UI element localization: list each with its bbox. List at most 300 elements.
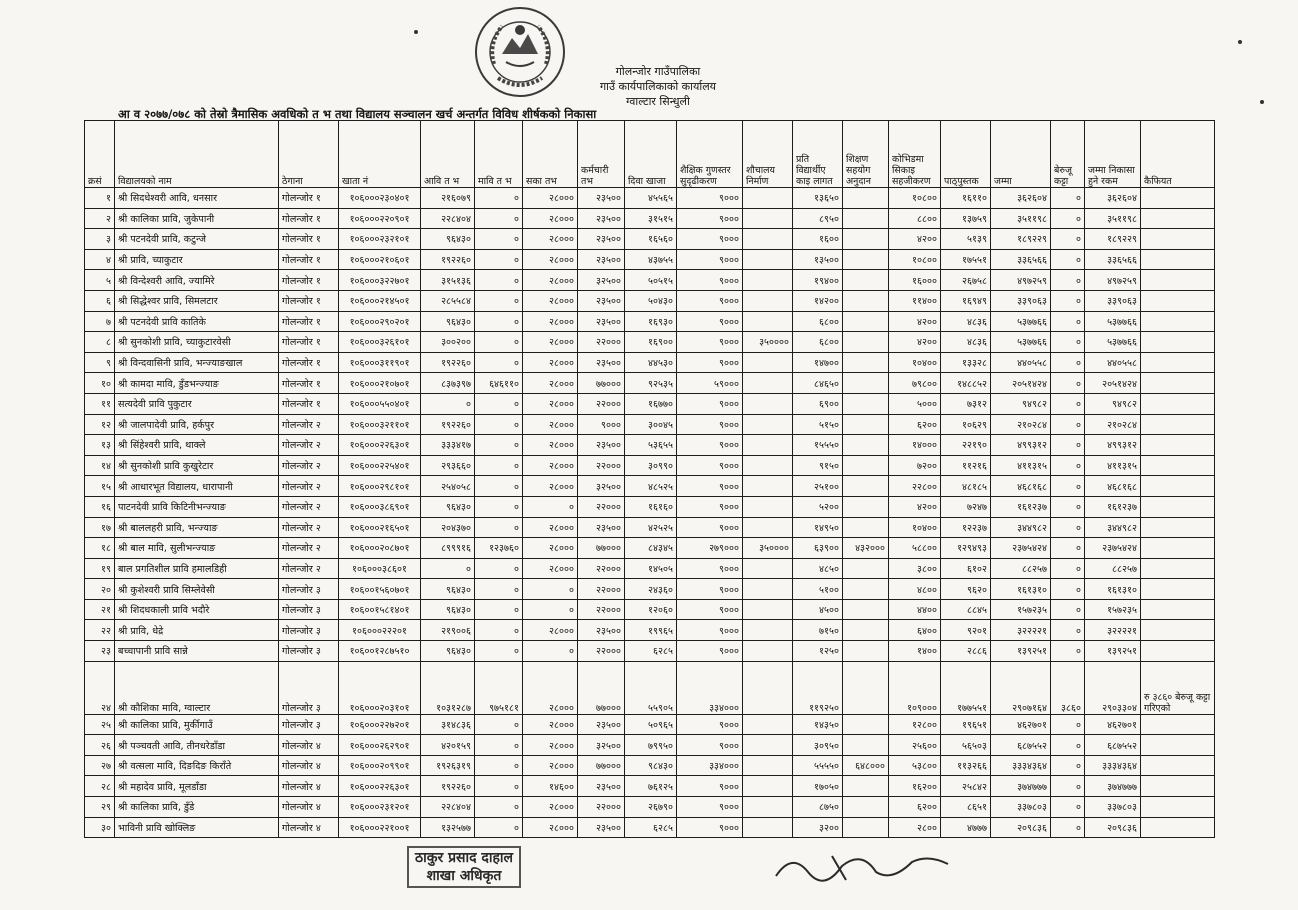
- table-cell: २८०००: [523, 290, 578, 311]
- table-cell: २८००: [889, 817, 941, 838]
- table-cell: [1141, 735, 1215, 756]
- table-cell: ४३२०००: [843, 538, 889, 559]
- table-cell: गोलन्जोर २: [279, 476, 339, 497]
- officer-name: ठाकुर प्रसाद दाहाल: [414, 850, 514, 866]
- column-header: विद्यालयको नाम: [115, 121, 279, 188]
- table-cell: ०: [1051, 352, 1085, 373]
- table-cell: गोलन्जोर १: [279, 352, 339, 373]
- table-cell: ४२००: [889, 332, 941, 353]
- table-cell: ६१०२: [941, 558, 991, 579]
- table-cell: २३७५४२४: [1085, 538, 1141, 559]
- table-cell: ९०००: [677, 208, 743, 229]
- table-cell: १७५५१: [941, 249, 991, 270]
- table-cell: ०: [421, 558, 475, 579]
- table-cell: ३१५१५: [625, 208, 677, 229]
- table-cell: ४२००: [889, 229, 941, 250]
- scan-speck: [1260, 100, 1264, 104]
- table-cell: श्री प्रावि, च्याकुटार: [115, 249, 279, 270]
- table-cell: श्री विन्दवासिनी प्रावि, भन्ज्याङखाल: [115, 352, 279, 373]
- table-cell: २८०००: [523, 188, 578, 209]
- table-cell: [843, 393, 889, 414]
- table-cell: १२८००: [889, 714, 941, 735]
- table-cell: १२२३७: [941, 517, 991, 538]
- table-cell: [743, 496, 793, 517]
- table-cell: ३२२२२१: [991, 620, 1051, 641]
- table-cell: ६४६११०: [475, 373, 523, 394]
- table-cell: १०६००१५६०७०१: [339, 579, 421, 600]
- table-cell: ४९९३१२: [1085, 435, 1141, 456]
- table-cell: ३२२२२१: [1085, 620, 1141, 641]
- table-cell: १६१३१०: [1085, 579, 1141, 600]
- table-cell: १६१२३७: [991, 496, 1051, 517]
- table-cell: २२०००: [578, 797, 625, 818]
- office-seal: [472, 4, 568, 100]
- table-cell: ०: [475, 352, 523, 373]
- table-cell: ९०००: [677, 620, 743, 641]
- table-cell: गोलन्जोर ३: [279, 714, 339, 735]
- table-cell: गोलन्जोर १: [279, 332, 339, 353]
- table-cell: [843, 620, 889, 641]
- table-cell: [1141, 496, 1215, 517]
- table-cell: २५८४२: [941, 776, 991, 797]
- table-cell: श्री सुनकोशी प्रावि, च्याकुटारवेसी: [115, 332, 279, 353]
- table-cell: १०६२९: [941, 414, 991, 435]
- table-cell: ५३८००: [889, 755, 941, 776]
- table-cell: [743, 208, 793, 229]
- column-header: जम्मा: [991, 121, 1051, 188]
- table-cell: १६१६०: [625, 496, 677, 517]
- table-cell: १५७२३५: [991, 599, 1051, 620]
- table-cell: ३६२६०४: [1085, 188, 1141, 209]
- table-cell: ०: [1051, 496, 1085, 517]
- table-row: [85, 414, 1215, 435]
- table-cell: ०: [1051, 579, 1085, 600]
- table-cell: २३५००: [578, 188, 625, 209]
- table-cell: [843, 661, 889, 714]
- table-cell: ३३४०००: [677, 755, 743, 776]
- table-cell: ३३३४३६४: [991, 755, 1051, 776]
- table-cell: [843, 229, 889, 250]
- table-cell: ९०००: [677, 476, 743, 497]
- table-cell: १९२२६०: [421, 414, 475, 435]
- table-cell: ९६४३०: [421, 599, 475, 620]
- table-cell: २८०००: [523, 714, 578, 735]
- table-cell: १५७२३५: [1085, 599, 1141, 620]
- table-cell: ३०: [85, 817, 115, 838]
- table-cell: ९०००: [578, 414, 625, 435]
- table-row: [85, 579, 1215, 600]
- table-cell: [843, 641, 889, 662]
- table-cell: ०: [1051, 599, 1085, 620]
- table-cell: २८०००: [523, 517, 578, 538]
- table-header-row: [85, 121, 1215, 188]
- table-cell: [743, 817, 793, 838]
- table-cell: श्री बाललहरी प्रावि, भन्ज्याङ: [115, 517, 279, 538]
- table-cell: ०: [1051, 620, 1085, 641]
- table-cell: २८५५८४: [421, 290, 475, 311]
- table-cell: गोलन्जोर १: [279, 229, 339, 250]
- table-cell: ९४९८२: [1085, 393, 1141, 414]
- table-cell: २८०००: [523, 270, 578, 291]
- table-cell: १७७५५१: [941, 661, 991, 714]
- table-row: [85, 229, 1215, 250]
- table-cell: ३०९९०: [625, 455, 677, 476]
- table-cell: ८७५०: [793, 797, 843, 818]
- table-cell: ६४००: [889, 620, 941, 641]
- table-cell: २३७५४२४: [991, 538, 1051, 559]
- table-cell: ९६४३०: [421, 579, 475, 600]
- table-cell: ६८००: [793, 332, 843, 353]
- table-cell: २८०००: [523, 373, 578, 394]
- table-cell: १०६०००२२६३०१: [339, 776, 421, 797]
- table-cell: १८: [85, 538, 115, 559]
- table-cell: २८०००: [523, 393, 578, 414]
- table-cell: श्री कुशेश्वरी प्रावि सिम्लेवेसी: [115, 579, 279, 600]
- table-cell: २६७९०: [625, 797, 677, 818]
- table-cell: गोलन्जोर ४: [279, 797, 339, 818]
- table-cell: २२०००: [578, 332, 625, 353]
- table-cell: ०: [475, 817, 523, 838]
- table-cell: गोलन्जोर १: [279, 373, 339, 394]
- table-cell: १६००: [793, 229, 843, 250]
- table-cell: १०६०००२१०६०१: [339, 249, 421, 270]
- table-cell: गोलन्जोर १: [279, 393, 339, 414]
- table-row: [85, 496, 1215, 517]
- table-cell: १३२५७७: [421, 817, 475, 838]
- table-cell: ४९७२५९: [991, 270, 1051, 291]
- table-cell: ५३७७६६: [1085, 311, 1141, 332]
- table-cell: [743, 229, 793, 250]
- table-cell: २८: [85, 776, 115, 797]
- table-cell: २८०००: [523, 476, 578, 497]
- table-cell: ०: [475, 414, 523, 435]
- table-cell: १०६०००२१६५०१: [339, 517, 421, 538]
- table-cell: गोलन्जोर २: [279, 517, 339, 538]
- table-cell: [1141, 208, 1215, 229]
- table-cell: गोलन्जोर २: [279, 455, 339, 476]
- table-cell: ४८००: [889, 579, 941, 600]
- table-cell: ८८२५७: [991, 558, 1051, 579]
- table-cell: ३३३४३६४: [1085, 755, 1141, 776]
- table-cell: १०६००१२८७५१०: [339, 641, 421, 662]
- table-cell: १०३१२८७: [421, 661, 475, 714]
- table-cell: [843, 776, 889, 797]
- table-cell: २१९००६: [421, 620, 475, 641]
- table-cell: ४५००: [793, 599, 843, 620]
- table-row: [85, 817, 1215, 838]
- table-cell: ९७५१८१: [475, 661, 523, 714]
- table-cell: २३५००: [578, 714, 625, 735]
- column-header: दिवा खाजा: [625, 121, 677, 188]
- table-cell: गोलन्जोर १: [279, 270, 339, 291]
- table-cell: ६८००: [793, 311, 843, 332]
- table-cell: [843, 311, 889, 332]
- table-cell: १३९२५१: [991, 641, 1051, 662]
- table-cell: ४६२७०१: [991, 714, 1051, 735]
- table-cell: ९०००: [677, 776, 743, 797]
- column-header: शिक्षण सहयोग अनुदान: [843, 121, 889, 188]
- table-cell: ५०९६५: [625, 714, 677, 735]
- table-cell: ६२८५: [625, 817, 677, 838]
- table-cell: २८०००: [523, 538, 578, 559]
- table-cell: २९०७१६४: [991, 661, 1051, 714]
- column-header: कर्मचारी तभ: [578, 121, 625, 188]
- table-cell: २१०२८४: [991, 414, 1051, 435]
- table-row: [85, 208, 1215, 229]
- table-cell: २८०००: [523, 735, 578, 756]
- table-cell: गोलन्जोर १: [279, 208, 339, 229]
- table-cell: ५३७७६६: [991, 332, 1051, 353]
- table-cell: ९०००: [677, 496, 743, 517]
- table-cell: ३८००: [889, 558, 941, 579]
- table-cell: ४: [85, 249, 115, 270]
- column-header: कोभिडमा सिकाइ सहजीकरण: [889, 121, 941, 188]
- table-cell: २८०००: [523, 249, 578, 270]
- table-cell: २८०००: [523, 332, 578, 353]
- table-cell: [843, 373, 889, 394]
- column-header: प्रति विद्यार्थीए काइ लागत: [793, 121, 843, 188]
- table-cell: ४३७५५: [625, 249, 677, 270]
- table-cell: ७६१२५: [625, 776, 677, 797]
- table-cell: श्री सुनकोशी प्रावि कुखुरेटार: [115, 455, 279, 476]
- table-cell: ९: [85, 352, 115, 373]
- table-cell: २६: [85, 735, 115, 756]
- table-cell: १०६०००२०९९०१: [339, 755, 421, 776]
- table-cell: [843, 270, 889, 291]
- table-cell: २३५००: [578, 620, 625, 641]
- scan-speck: [1238, 40, 1242, 44]
- table-cell: २८०००: [523, 455, 578, 476]
- table-cell: १९२२६०: [421, 352, 475, 373]
- table-cell: [1141, 558, 1215, 579]
- table-cell: २८०००: [523, 229, 578, 250]
- table-cell: गोलन्जोर ४: [279, 755, 339, 776]
- table-cell: ३५११९८: [1085, 208, 1141, 229]
- column-header: सका तभ: [523, 121, 578, 188]
- table-cell: ९६२०: [941, 579, 991, 600]
- table-cell: [1141, 373, 1215, 394]
- table-cell: १८९२२९: [1085, 229, 1141, 250]
- table-cell: १६५६०: [625, 229, 677, 250]
- table-cell: ९२५३५: [625, 373, 677, 394]
- table-cell: ४४०५५८: [1085, 352, 1141, 373]
- table-cell: ०: [475, 435, 523, 456]
- table-cell: १५५५०: [793, 435, 843, 456]
- signature-block-left: [384, 846, 544, 888]
- table-cell: १९६५१: [941, 714, 991, 735]
- table-cell: ४११३१५: [1085, 455, 1141, 476]
- table-cell: ५८८००: [889, 538, 941, 559]
- table-cell: २१: [85, 599, 115, 620]
- table-cell: ३२००: [793, 817, 843, 838]
- table-cell: [843, 579, 889, 600]
- table-cell: [743, 714, 793, 735]
- table-cell: ०: [475, 393, 523, 414]
- table-cell: २२८४०४: [421, 208, 475, 229]
- table-cell: १६१३१०: [991, 579, 1051, 600]
- table-cell: २५१००: [793, 476, 843, 497]
- table-cell: ९६४३०: [421, 229, 475, 250]
- table-cell: २३५००: [578, 208, 625, 229]
- table-cell: [743, 352, 793, 373]
- table-cell: ४४०५५८: [991, 352, 1051, 373]
- table-cell: गोलन्जोर ४: [279, 776, 339, 797]
- table-cell: ३०९५०: [793, 735, 843, 756]
- table-cell: १०८००: [889, 249, 941, 270]
- table-cell: ०: [1051, 797, 1085, 818]
- table-cell: [843, 517, 889, 538]
- table-cell: श्री महादेव प्रावि, मूलडाँडा: [115, 776, 279, 797]
- table-cell: [843, 435, 889, 456]
- table-cell: ०: [1051, 435, 1085, 456]
- table-cell: [1141, 538, 1215, 559]
- table-cell: ०: [475, 332, 523, 353]
- table-cell: ३७४७७७: [991, 776, 1051, 797]
- table-cell: २५: [85, 714, 115, 735]
- table-cell: श्री शिदधकाली प्रावि भदौरे: [115, 599, 279, 620]
- table-cell: २२०००: [578, 496, 625, 517]
- table-cell: ३३७८०३: [991, 797, 1051, 818]
- table-cell: २१०२८४: [1085, 414, 1141, 435]
- table-cell: ०: [475, 496, 523, 517]
- table-row: [85, 249, 1215, 270]
- table-cell: १४५०५: [625, 558, 677, 579]
- table-cell: ०: [1051, 714, 1085, 735]
- table-row: [85, 776, 1215, 797]
- table-cell: [743, 776, 793, 797]
- column-header: पाठ्पुस्तक: [941, 121, 991, 188]
- table-cell: ७७०००: [578, 538, 625, 559]
- table-cell: १०६०००३२११०१: [339, 414, 421, 435]
- table-cell: गोलन्जोर १: [279, 311, 339, 332]
- table-cell: [1141, 435, 1215, 456]
- table-cell: १२३७६०: [475, 538, 523, 559]
- table-cell: १४३५०: [793, 714, 843, 735]
- table-cell: ८: [85, 332, 115, 353]
- table-cell: श्री पञ्चवती आवि, तीनधरेडाँडा: [115, 735, 279, 756]
- table-cell: [843, 599, 889, 620]
- column-header: ठेगाना: [279, 121, 339, 188]
- table-cell: ०: [475, 714, 523, 735]
- table-cell: ३३९०६३: [991, 290, 1051, 311]
- table-cell: [843, 455, 889, 476]
- table-cell: बच्चापानी प्रावि सान्ने: [115, 641, 279, 662]
- table-cell: गोलन्जोर १: [279, 249, 339, 270]
- table-cell: ०: [475, 755, 523, 776]
- table-cell: ३३४०००: [677, 661, 743, 714]
- table-cell: २३५००: [578, 517, 625, 538]
- table-cell: २६७५८: [941, 270, 991, 291]
- table-cell: २: [85, 208, 115, 229]
- table-cell: २५४०५८: [421, 476, 475, 497]
- table-cell: [843, 496, 889, 517]
- table-cell: १३६५०: [793, 188, 843, 209]
- table-cell: ५०५१५: [625, 270, 677, 291]
- table-cell: १०६०००३२२७०१: [339, 270, 421, 291]
- table-cell: २९३६६०: [421, 455, 475, 476]
- table-row: [85, 797, 1215, 818]
- table-cell: ४९९३१२: [991, 435, 1051, 456]
- table-cell: १६७७०: [625, 393, 677, 414]
- table-cell: ९०००: [677, 249, 743, 270]
- table-row: [85, 735, 1215, 756]
- table-cell: ०: [475, 249, 523, 270]
- table-cell: १५: [85, 476, 115, 497]
- table-cell: २८०००: [523, 435, 578, 456]
- table-cell: [1141, 352, 1215, 373]
- table-cell: ५०००: [889, 393, 941, 414]
- table-cell: ३००२००: [421, 332, 475, 353]
- column-header: कैफियत: [1141, 121, 1215, 188]
- table-cell: ७७०००: [578, 661, 625, 714]
- table-cell: १६२००: [889, 776, 941, 797]
- table-cell: २४: [85, 661, 115, 714]
- table-cell: ०: [1051, 517, 1085, 538]
- table-cell: १०६०००३८६९०१: [339, 496, 421, 517]
- table-cell: ०: [1051, 641, 1085, 662]
- column-header: शौचालय निर्माण: [743, 121, 793, 188]
- table-cell: ७९८००: [889, 373, 941, 394]
- table-cell: [743, 641, 793, 662]
- table-cell: १८९२२९: [991, 229, 1051, 250]
- table-cell: गोलन्जोर ३: [279, 579, 339, 600]
- table-cell: १०६०००३११९०१: [339, 352, 421, 373]
- table-cell: श्री पटनदेवी प्रावि कातिके: [115, 311, 279, 332]
- table-cell: ०: [1051, 393, 1085, 414]
- table-cell: श्री सिद्धेश्वर प्रावि, सिमलटार: [115, 290, 279, 311]
- table-row: [85, 517, 1215, 538]
- table-cell: ०: [475, 311, 523, 332]
- table-cell: ३४४९८२: [1085, 517, 1141, 538]
- table-cell: २८८६: [941, 641, 991, 662]
- table-cell: ३३६५६६: [991, 249, 1051, 270]
- table-cell: गोलन्जोर ४: [279, 817, 339, 838]
- table-cell: ५२००: [793, 496, 843, 517]
- table-cell: ७२४७: [941, 496, 991, 517]
- table-cell: ५: [85, 270, 115, 291]
- table-cell: ३३९०६३: [1085, 290, 1141, 311]
- table-row: [85, 270, 1215, 291]
- table-cell: १९२२६०: [421, 249, 475, 270]
- table-cell: १२०६०: [625, 599, 677, 620]
- table-cell: सत्यदेवी प्रावि पुकुटार: [115, 393, 279, 414]
- table-cell: ९१५०: [793, 455, 843, 476]
- table-cell: १०६०००२२७२०१: [339, 714, 421, 735]
- table-cell: [743, 797, 793, 818]
- table-cell: [1141, 249, 1215, 270]
- table-cell: [743, 517, 793, 538]
- table-cell: ३५००००: [743, 332, 793, 353]
- table-cell: २८०००: [523, 352, 578, 373]
- table-cell: श्री बाल मावि, सुलीभन्ज्याङ: [115, 538, 279, 559]
- table-cell: २४३६०: [625, 579, 677, 600]
- table-cell: ३५००००: [743, 538, 793, 559]
- table-cell: ०: [475, 188, 523, 209]
- table-cell: १४: [85, 455, 115, 476]
- table-cell: [843, 735, 889, 756]
- table-cell: १०६०००२२६३०१: [339, 435, 421, 456]
- table-cell: [1141, 714, 1215, 735]
- table-cell: १२: [85, 414, 115, 435]
- table-cell: २२१९०: [941, 435, 991, 456]
- table-cell: गोलन्जोर २: [279, 435, 339, 456]
- table-cell: ०: [475, 558, 523, 579]
- table-cell: ३१५१३६: [421, 270, 475, 291]
- table-row: [85, 755, 1215, 776]
- table-cell: २८०००: [523, 817, 578, 838]
- table-cell: [843, 249, 889, 270]
- table-cell: ०: [1051, 208, 1085, 229]
